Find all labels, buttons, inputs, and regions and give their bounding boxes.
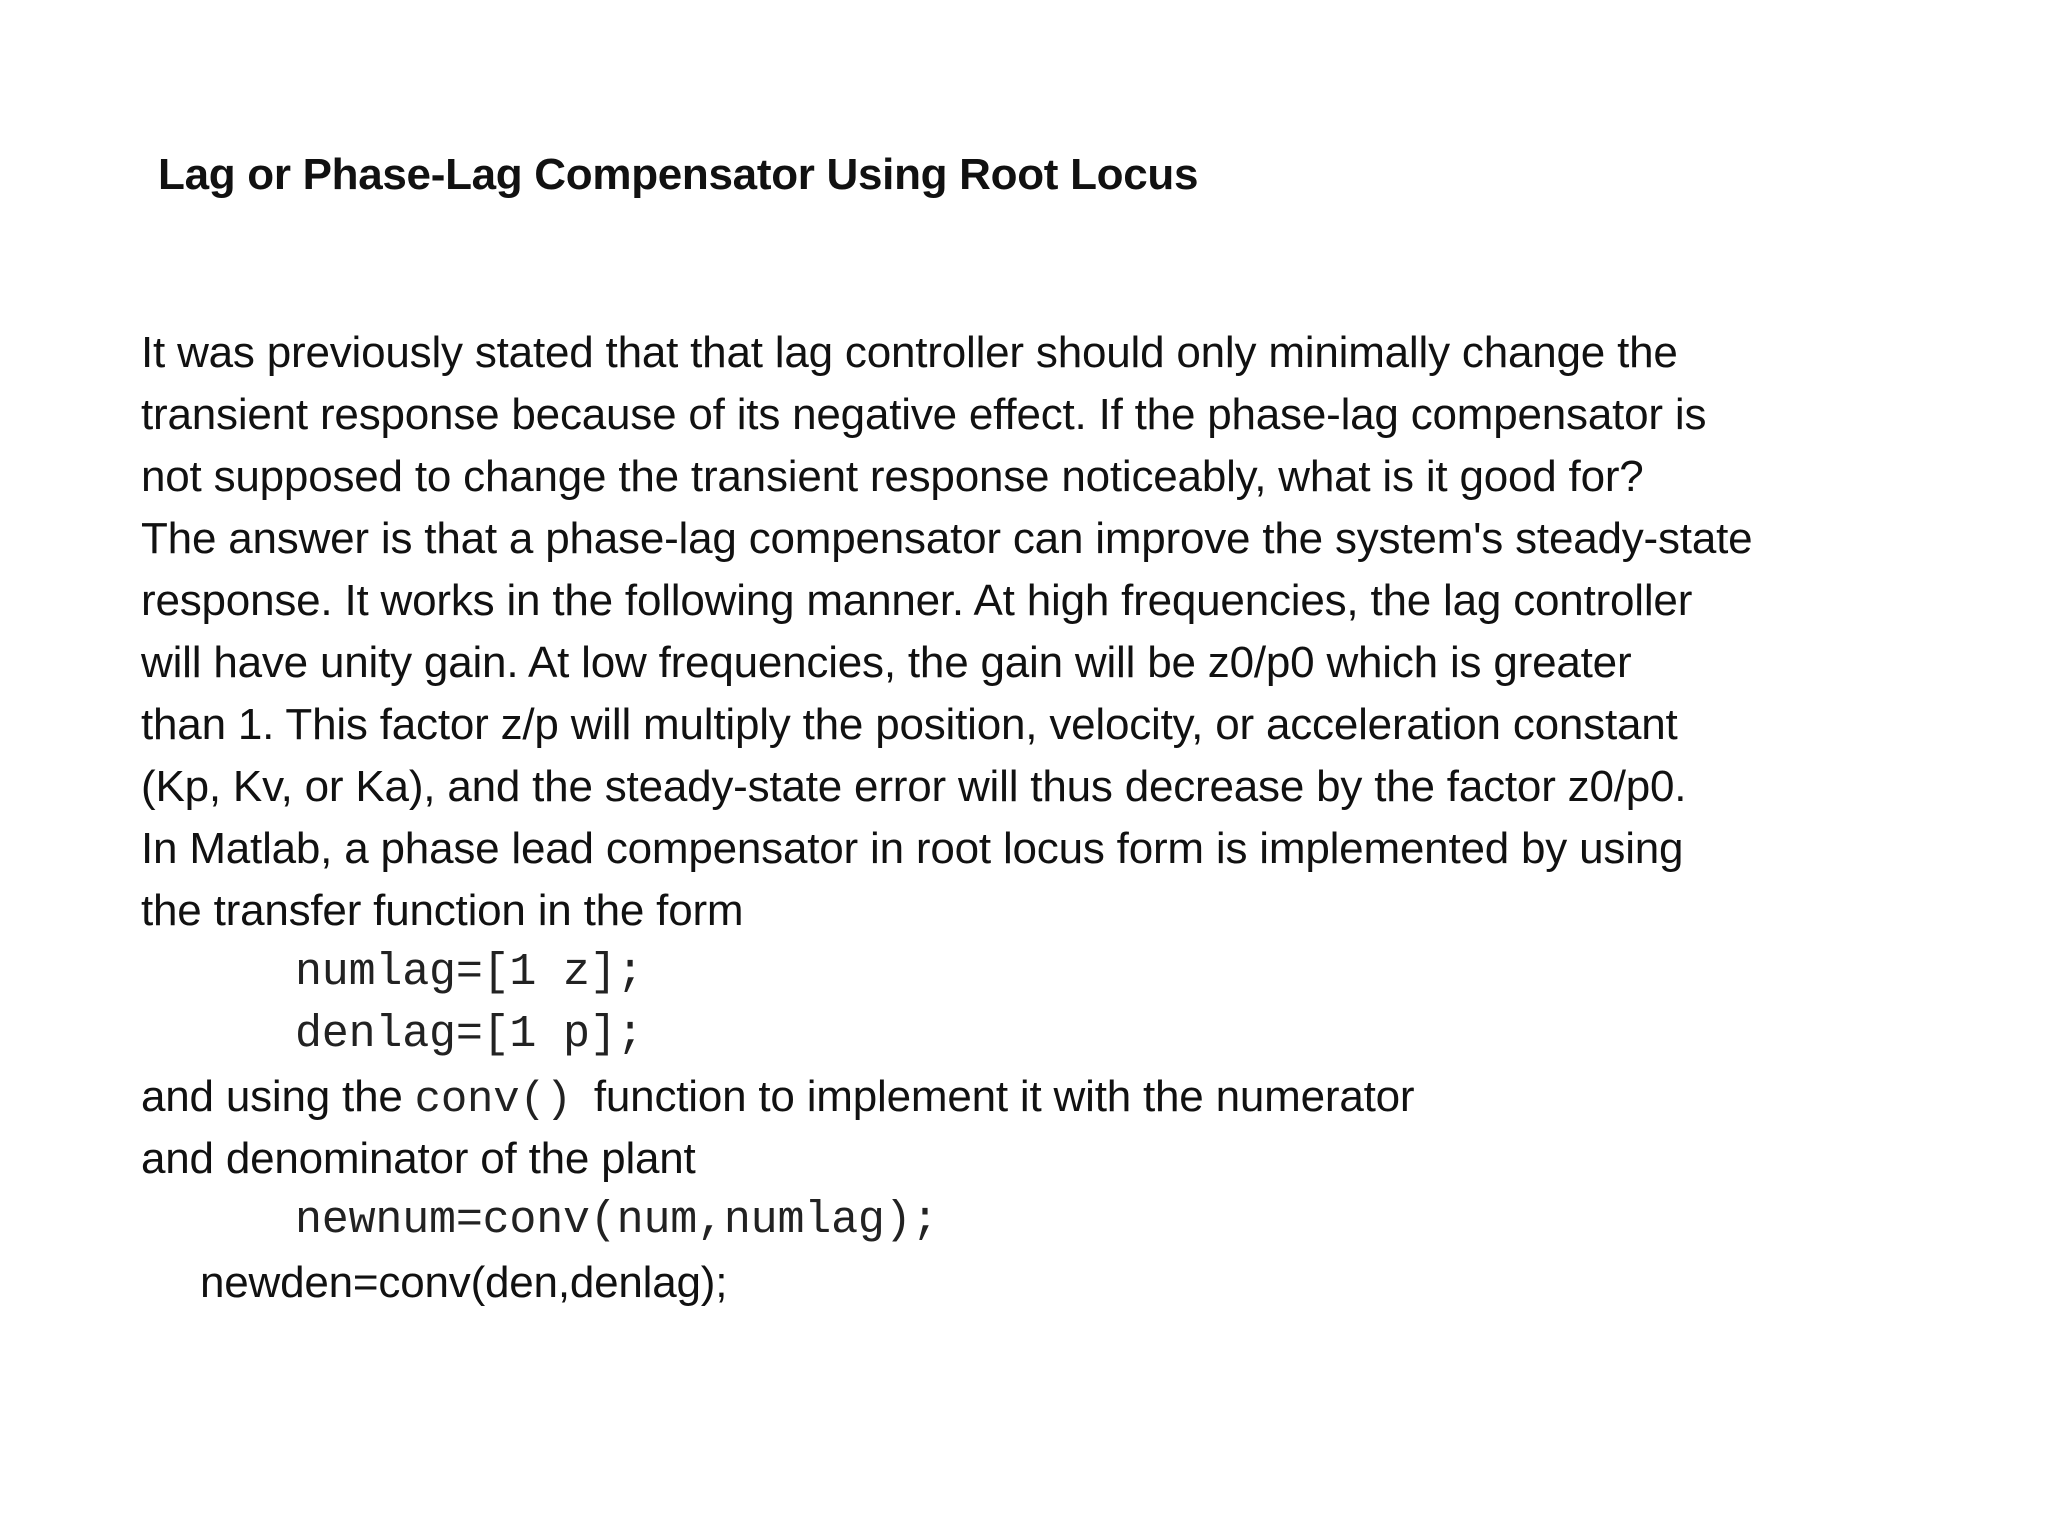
body-line-4: The answer is that a phase-lag compensator can improve the system's steady-state [141,514,1753,563]
code-numlag: numlag=[1 z]; [295,947,644,998]
conv-line [141,1066,2001,1128]
body-line-2: transient response because of its negative effect. If the phase-lag compensator is [141,390,1707,439]
body-line-1: It was previously stated that that lag controller should only minimally change the [141,328,1678,377]
body-line-9: In Matlab, a phase lead compensator in root locus form is implemented by using [141,824,1684,873]
body-line-5: response. It works in the following manner. At high frequencies, the lag controller [141,576,1693,625]
conv-line-prefix: and using the [141,1072,415,1121]
plant-line: and denominator of the plant [141,1134,696,1183]
code-denlag: denlag=[1 p]; [295,1009,644,1060]
code-newnum: newnum=conv(num,numlag); [295,1195,939,1246]
body-line-8: (Kp, Kv, or Ka), and the steady-state error will thus decrease by the factor z0/p0. [141,762,1687,811]
newden-line: newden=conv(den,denlag); [200,1258,728,1307]
body-line-6: will have unity gain. At low frequencies, the gain will be z0/p0 which is greater [141,638,1632,687]
body-line-3: not supposed to change the transient response noticeably, what is it good for? [141,452,1644,501]
body-line-7: than 1. This factor z/p will multiply the position, velocity, or acceleration constant [141,700,1678,749]
conv-inline-code: conv() [414,1075,572,1125]
slide-body [141,322,2001,1314]
slide-title: Lag or Phase-Lag Compensator Using Root Locus [158,150,1199,199]
body-line-10: the transfer function in the form [141,886,744,935]
conv-line-suffix: function to implement it with the numerator [593,1072,1415,1121]
